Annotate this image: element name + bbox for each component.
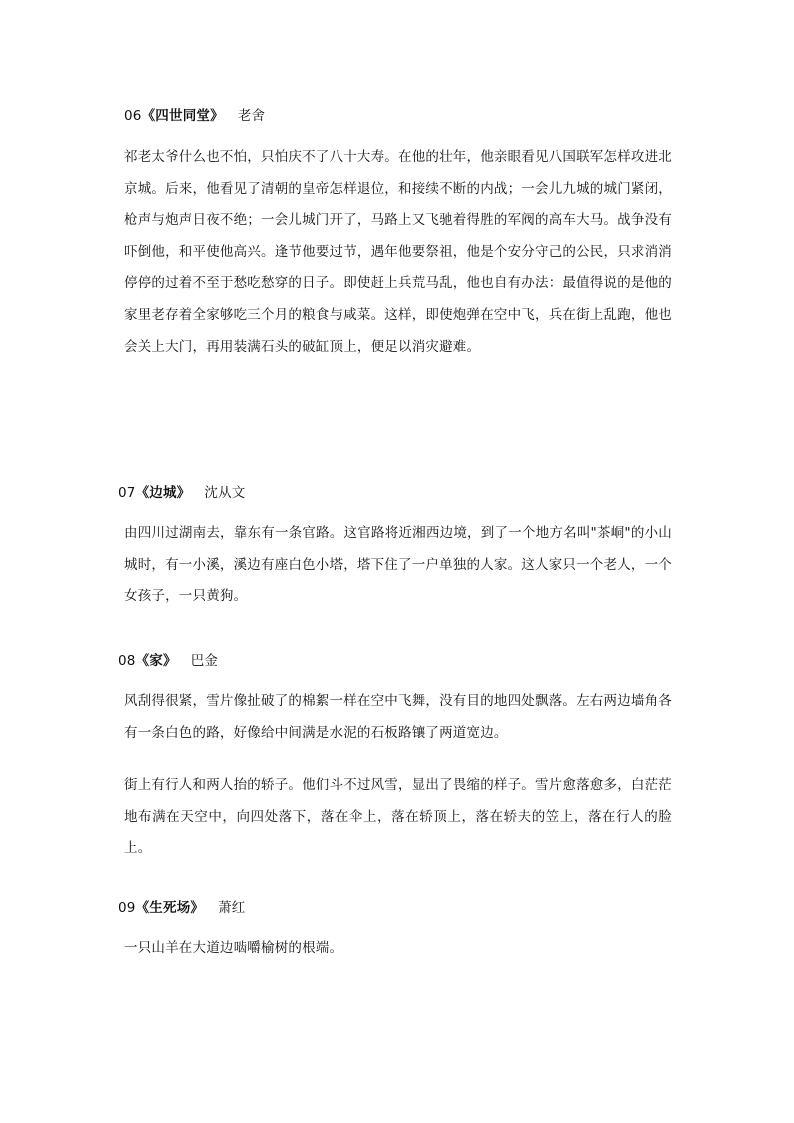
section-number: 08 [118,653,136,669]
section-heading-08 [118,651,218,671]
book-title: 《家》 [135,653,177,669]
book-title: 《生死场》 [135,900,205,916]
section-heading-09 [118,898,246,918]
paragraph-06-1: 祁老太爷什么也不怕，只怕庆不了八十大寿。在他的壮年，他亲眼看见八国联军怎样攻进北京城。后来，他看见了清朝的皇帝怎样退位，和接续不断的内战；一会儿九城的城门紧闭，枪声与炮声日夜不绝；一会儿城门开了，马路上又飞驰着得胜的军阀的高车大马。战争没有吓倒他，和平使他高兴。逢节他要过节，遇年他要祭祖，他是个安分守己的公民，只求消消停停的过着不至于愁吃愁穿的日子。即使赶上兵荒马乱，他也自有办法：最值得说的是他的家里老存着全家够吃三个月的粮食与咸菜。这样，即使炮弹在空中飞，兵在街上乱跑，他也会关上大门，再用装满石头的破缸顶上，便足以消灾避难。 [124,149,672,355]
section-heading-06 [124,106,265,126]
section-heading-07 [118,483,246,503]
book-author: 老舍 [237,108,266,124]
book-author: 巴金 [190,653,219,669]
book-title: 《边城》 [135,485,191,501]
paragraph-08-2: 街上有行人和两人抬的轿子。他们斗不过风雪，显出了畏缩的样子。雪片愈落愈多，白茫茫地布满在天空中，向四处落下，落在伞上，落在轿顶上，落在轿夫的笠上，落在行人的脸上。 [124,777,672,857]
section-number: 06 [124,108,142,124]
paragraph-09-1: 一只山羊在大道边啮嚼榆树的根端。 [124,940,344,956]
book-author: 沈从文 [204,485,246,501]
paragraph-07-1: 由四川过湖南去，靠东有一条官路。这官路将近湘西边境，到了一个地方名叫"茶峒"的小山城时，有一小溪，溪边有座白色小塔，塔下住了一户单独的人家。这人家只一个老人，一个女孩子，一只黄狗。 [124,525,672,605]
book-title: 《四世同堂》 [141,108,224,124]
paragraph-08-1: 风刮得很紧，雪片像扯破了的棉絮一样在空中飞舞，没有目的地四处飘落。左右两边墙角各有一条白色的路，好像给中间满是水泥的石板路镶了两道宽边。 [124,693,672,741]
section-number: 09 [118,900,136,916]
book-author: 萧红 [218,900,246,916]
section-number: 07 [118,485,136,501]
